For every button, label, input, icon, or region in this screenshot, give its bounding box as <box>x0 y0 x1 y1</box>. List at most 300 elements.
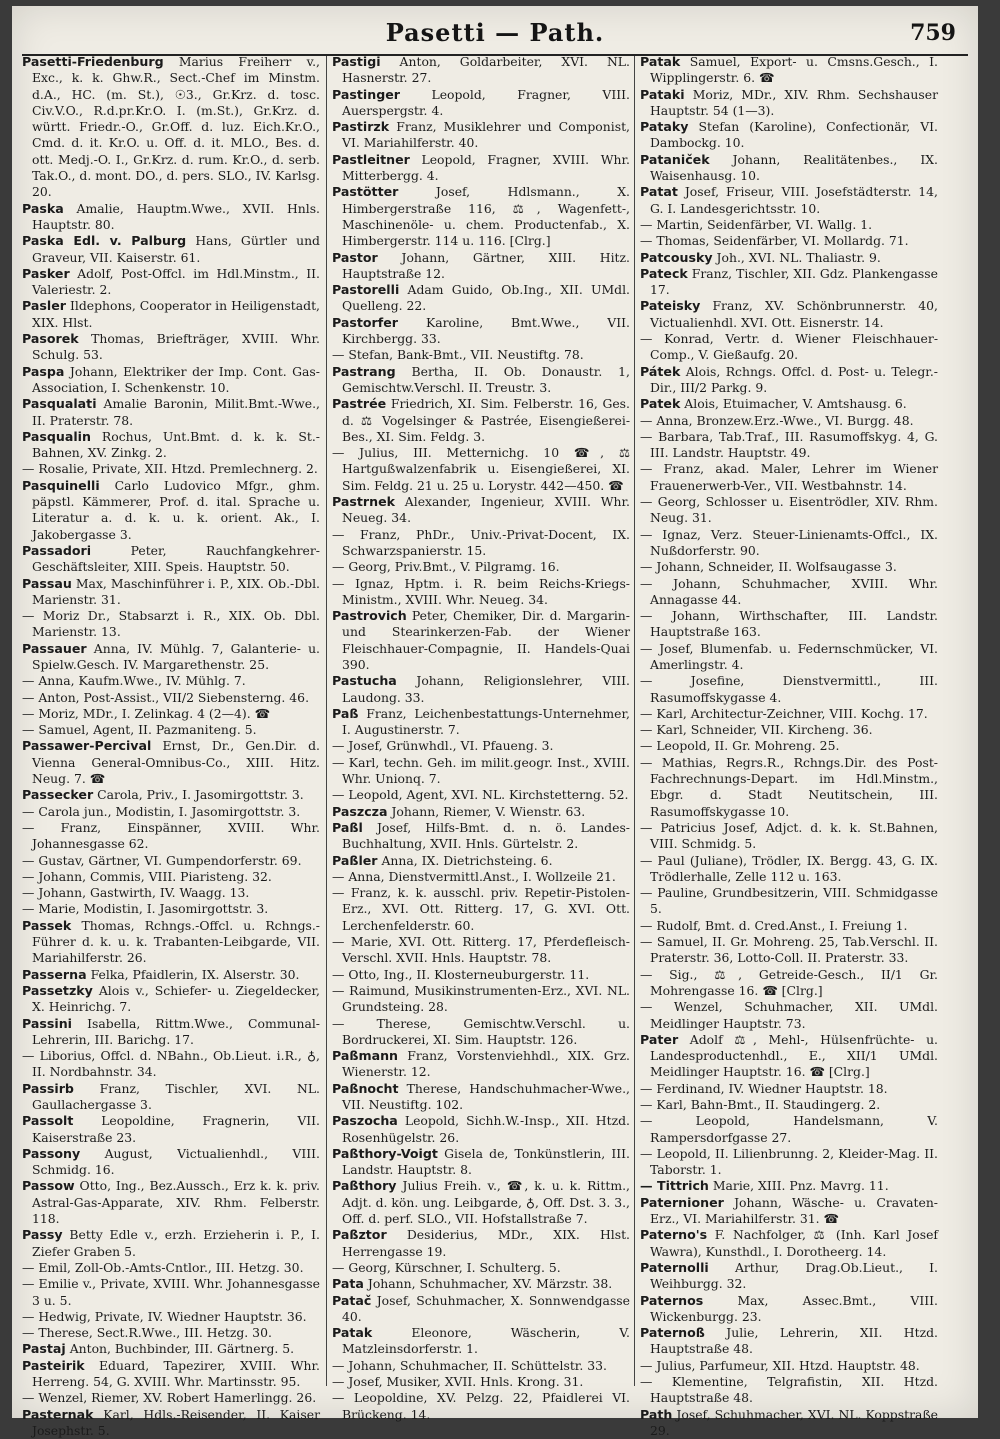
directory-entry <box>22 706 320 722</box>
entry-details: — Leopold, Agent, XVI. NL. Kirchstetterng. 52. <box>332 787 629 803</box>
entry-surname: Paszocha <box>332 1113 398 1129</box>
entry-surname: Patcousky <box>640 249 713 265</box>
directory-entry <box>640 527 938 560</box>
directory-entry <box>640 853 938 886</box>
entry-details: Franz, Musiklehrer und Componist, VI. Mariahilferstr. 40. <box>342 119 630 151</box>
entry-details: — Samuel, II. Gr. Mohreng. 25, Tab.Verschl. II. Praterstr. 36, Lotto-Coll. II. Praterstr. 33. <box>640 934 938 966</box>
entry-surname: Pasqualin <box>22 428 91 444</box>
directory-entry <box>640 918 938 934</box>
entry-details: Alexander, Ingenieur, XVIII. Whr. Neueg. 34. <box>342 494 630 526</box>
column-divider <box>326 56 327 1386</box>
entry-surname: Pateck <box>640 265 688 281</box>
directory-entry <box>332 364 630 397</box>
entry-details: — Ignaz, Hptm. i. R. beim Reichs-Kriegs-Ministm., XVIII. Whr. Neueg. 34. <box>332 575 630 607</box>
entry-details: — Johann, Schuhmacher, II. Schüttelstr. 33. <box>332 1357 607 1373</box>
entry-details: Leopold, Fragner, XVIII. Whr. Mitterbergg. 4. <box>342 151 630 184</box>
entry-details: Gisela de, Tonkünstlerin, III. Landstr. Hauptstr. 8. <box>342 1145 630 1178</box>
entry-details: — Leopold, II. Lilienbrunng. 2, Kleider-Mag. II. Taborstr. 1. <box>640 1145 938 1178</box>
entry-surname: Paßztor <box>332 1227 387 1243</box>
entry-details: Franz, Vorstenviehhdl., XIX. Grz. Wienerstr. 12. <box>342 1048 630 1080</box>
entry-details: Johann, Riemer, V. Wienstr. 63. <box>391 803 586 819</box>
directory-entry <box>332 869 630 885</box>
directory-entry <box>332 250 630 283</box>
entry-surname: Paßler <box>332 852 378 868</box>
entry-details: Franz, Leichenbestattungs-Unternehmer, I. Augustinerstr. 7. <box>342 705 630 738</box>
directory-entry <box>22 233 320 266</box>
directory-entry <box>332 119 630 152</box>
directory-entry <box>332 1293 630 1326</box>
entry-details: Rochus, Unt.Bmt. d. k. k. St.-Bahnen, XV. Zinkg. 2. <box>32 428 320 461</box>
entry-details: — Franz, Einspänner, XVIII. Whr. Johannesgasse 62. <box>22 819 320 852</box>
entry-details: Franz, XV. Schönbrunnerstr. 40, Victualienhdl. XVI. Ott. Eisnerstr. 14. <box>650 298 938 330</box>
entry-details: — Anna, Dienstvermittl.Anst., I. Wollzeile 21. <box>332 868 616 884</box>
directory-entry <box>22 396 320 429</box>
entry-details: — Therese, Gemischtw.Verschl. u. Bordruckerei, XI. Sim. Hauptstr. 126. <box>332 1015 630 1047</box>
directory-entry <box>640 934 938 967</box>
entry-details: Ernst, Dr., Gen.Dir. d. Vienna General-Omnibus-Co., XIII. Hitz. Neug. 7. ☎ <box>32 738 320 787</box>
entry-surname: Pasternak <box>22 1406 94 1422</box>
entry-details: — Franz, akad. Maler, Lehrer im Wiener Frauenerwerb-Ver., VII. Westbahnstr. 14. <box>640 461 938 493</box>
entry-surname: Paßthory-Voigt <box>332 1145 438 1161</box>
entry-details: Isabella, Rittm.Wwe., Communal-Lehrerin, III. Barichg. 17. <box>32 1015 320 1047</box>
directory-entry <box>640 885 938 918</box>
entry-details: — Hedwig, Private, IV. Wiedner Hauptstr. 36. <box>22 1308 307 1324</box>
directory-entry <box>22 1325 320 1341</box>
directory-entry <box>640 999 938 1032</box>
entry-details: Stefan (Karoline), Confectionär, VI. Dambockg. 10. <box>650 119 938 151</box>
directory-entry <box>22 853 320 869</box>
entry-details: — Wenzel, Riemer, XV. Robert Hamerlingg. 26. <box>22 1390 317 1406</box>
entry-surname: Pastleitner <box>332 151 410 167</box>
entry-details: — Johann, Schneider, II. Wolfsaugasse 3. <box>640 559 897 575</box>
entry-surname: Paska Edl. v. Palburg <box>22 233 187 249</box>
entry-details: — Sig., ⚖, Getreide-Gesch., II/1 Gr. Mohrengasse 16. ☎ [Clrg.] <box>640 966 938 998</box>
entry-surname: Pataniček <box>640 151 710 167</box>
directory-entry <box>640 1260 938 1293</box>
entry-details: Peter, Rauchfangkehrer-Geschäftsleiter, XIII. Speis. Hauptstr. 50. <box>32 542 320 575</box>
directory-entry <box>332 445 630 494</box>
directory-entry <box>640 494 938 527</box>
entry-details: — Leopold, II. Gr. Mohreng. 25. <box>640 738 840 754</box>
directory-entry <box>640 233 938 249</box>
directory-entry <box>22 1358 320 1391</box>
entry-surname: Passauer <box>22 640 87 656</box>
directory-entry <box>640 1113 938 1146</box>
entry-details: Johann, Religionslehrer, VIII. Laudong. 33. <box>342 673 630 705</box>
entry-details: Adolf ⚖, Mehl-, Hülsenfrüchte- u. Landesproductenhdl., E., XII/1 UMdl. Meidlinger Hauptstr. 16. ☎ [Clrg.] <box>650 1031 938 1080</box>
entry-details: — Therese, Sect.R.Wwe., III. Hetzg. 30. <box>22 1325 272 1341</box>
entry-details: — Konrad, Vertr. d. Wiener Fleischhauer-Comp., V. Gießaufg. 20. <box>640 331 938 363</box>
entry-details: — Gustav, Gärtner, VI. Gumpendorferstr. 69. <box>22 852 302 868</box>
entry-details: Leopold, Fragner, VIII. Auerspergstr. 4. <box>342 86 630 118</box>
entry-surname: Pasorek <box>22 331 79 347</box>
entry-details: — Karl, techn. Geh. im milit.geogr. Inst., XVIII. Whr. Unionq. 7. <box>332 754 630 787</box>
directory-entry <box>332 576 630 609</box>
entry-details: Eduard, Tapezirer, XVIII. Whr. Herreng. 54, G. XVIII. Whr. Martinsstr. 95. <box>32 1357 320 1390</box>
entry-surname: Pasquinelli <box>22 477 100 493</box>
directory-entry <box>640 364 938 397</box>
entry-surname: Passirb <box>22 1080 74 1096</box>
entry-surname: Pastrée <box>332 396 387 412</box>
directory-entry <box>332 1260 630 1276</box>
entry-surname: Paspa <box>22 363 65 379</box>
entry-details: Josef, Friseur, VIII. Josefstädterstr. 14, G. I. Landesgerichtsstr. 10. <box>650 184 938 216</box>
directory-entry <box>332 885 630 934</box>
entry-details: Alois v., Schiefer- u. Ziegeldecker, X. Heinrichg. 7. <box>32 982 320 1015</box>
entry-details: Karl, Hdls.-Reisender, II. Kaiser Josephstr. 5. <box>32 1406 320 1438</box>
directory-entry <box>22 576 320 609</box>
entry-details: Desiderius, MDr., XIX. Hlst. Herrengasse 19. <box>342 1227 630 1259</box>
directory-page <box>12 6 978 1438</box>
entry-surname: Patak <box>332 1325 373 1341</box>
entry-surname: Pastor <box>332 249 378 265</box>
directory-entry <box>22 673 320 689</box>
entry-details: — Liborius, Offcl. d. NBahn., Ob.Lieut. i.R., ♁, II. Nordbahnstr. 34. <box>22 1048 320 1080</box>
directory-entry <box>332 787 630 803</box>
entry-details: Josef, Schuhmacher, X. Sonnwendgasse 40. <box>342 1292 630 1324</box>
entry-details: Amalie, Hauptm.Wwe., XVII. Hnls. Hauptstr. 80. <box>32 200 320 232</box>
directory-entry <box>332 1048 630 1081</box>
directory-entry <box>332 755 630 788</box>
entry-surname: Paszcza <box>332 803 388 819</box>
entry-details: — Julius, III. Metternichg. 10 ☎, ⚖ Hartgußwalzenfabrik u. Eisengießerei, XI. Sim. Feldg. 21 u. 25 u. Lorystr. 442—450. ☎ <box>332 445 630 493</box>
directory-entry <box>22 461 320 477</box>
column-3 <box>640 54 938 1438</box>
directory-entry <box>640 820 938 853</box>
directory-entry <box>22 1016 320 1049</box>
entry-details: — Josef, Grünwhdl., VI. Pfaueng. 3. <box>332 738 554 754</box>
entry-surname: Paterno's <box>640 1227 708 1243</box>
directory-entry <box>22 1407 320 1439</box>
directory-entry <box>22 608 320 641</box>
entry-details: F. Nachfolger, ⚖ (Inh. Karl Josef Wawra), Kunsthdl., I. Dorotheerg. 14. <box>650 1227 938 1259</box>
directory-entry <box>22 429 320 462</box>
entry-details: — Johann, Schuhmacher, XVIII. Whr. Annagasse 44. <box>640 575 938 607</box>
directory-entry <box>332 1390 630 1423</box>
entry-surname: Pasetti-Friedenburg <box>22 54 164 69</box>
directory-entry <box>332 527 630 560</box>
entry-details: — Samuel, Agent, II. Pazmaniteng. 5. <box>22 722 257 738</box>
directory-entry <box>22 901 320 917</box>
entry-surname: Pasler <box>22 298 66 314</box>
entry-details: Franz, Tischler, XII. Gdz. Plankengasse 17. <box>650 265 938 298</box>
entry-details: Friedrich, XI. Sim. Felberstr. 16, Ges. d. ⚖ Vogelsinger & Pastrée, Eisengießerei-Bes., XI. Sim. Feldg. 3. <box>342 396 630 444</box>
directory-entry <box>332 983 630 1016</box>
directory-entry <box>332 804 630 820</box>
entry-surname: Patek <box>640 396 681 412</box>
entry-details: — Raimund, Musikinstrumenten-Erz., XVI. NL. Grundsteing. 28. <box>332 982 630 1015</box>
entry-details: Carlo Ludovico Mfgr., ghm. päpstl. Kämmerer, Prof. d. ital. Sprache u. Literatur a. d. k. u. k. orient. Ak., I. Jakobergasse 3. <box>32 477 320 542</box>
directory-entry <box>332 54 630 87</box>
directory-entry <box>22 1341 320 1357</box>
directory-entry <box>640 967 938 1000</box>
entry-surname: Passau <box>22 575 72 591</box>
directory-entry <box>640 641 938 674</box>
directory-entry <box>22 885 320 901</box>
page-header <box>12 12 978 56</box>
entry-details: Otto, Ing., Bez.Aussch., Erz k. k. priv. Astral-Gas-Apparate, XIV. Rhm. Felberstr. 118. <box>32 1178 320 1227</box>
directory-entry <box>640 1081 938 1097</box>
entry-details: — Patricius Josef, Adjct. d. k. k. St.Bahnen, VIII. Schmidg. 5. <box>640 819 938 852</box>
entry-details: — Thomas, Seidenfärber, VI. Mollardg. 71. <box>640 233 909 249</box>
directory-entry <box>22 1276 320 1309</box>
entry-surname: Paska <box>22 200 64 216</box>
directory-entry <box>22 1227 320 1260</box>
entry-details: Julius Freih. v., ☎, k. u. k. Rittm., Adjt. d. kön. ung. Leibgarde, ♁, Off. Dst. 3. 3., Off. d. perf. SLO., VII. Hofstallstraße 7. <box>342 1178 630 1227</box>
entry-surname: Pastötter <box>332 184 399 200</box>
directory-entry <box>22 804 320 820</box>
directory-entry <box>332 738 630 754</box>
directory-entry <box>640 54 938 87</box>
entry-surname: Path <box>640 1406 673 1422</box>
directory-entry <box>332 282 630 315</box>
directory-entry <box>22 54 320 201</box>
directory-entry <box>640 673 938 706</box>
entry-details: — Georg, Schlosser u. Eisentrödler, XIV. Rhm. Neug. 31. <box>640 494 938 526</box>
entry-details: Amalie Baronin, Milit.Bmt.-Wwe., II. Praterstr. 78. <box>32 396 320 428</box>
entry-details: — Leopoldine, XV. Pelzg. 22, Pfaidlerei VI. Brückeng. 14. <box>332 1390 630 1422</box>
directory-entry <box>22 722 320 738</box>
entry-surname: Patak <box>640 54 681 69</box>
entry-details: Betty Edle v., erzh. Erzieherin i. P., I. Ziefer Graben 5. <box>32 1227 320 1259</box>
entry-details: Alois, Rchngs. Offcl. d. Post- u. Telegr.-Dir., III/2 Parkg. 9. <box>650 363 938 395</box>
entry-details: — Otto, Ing., II. Klosterneuburgerstr. 11. <box>332 966 590 982</box>
entry-details: Johann, Wäsche- u. Cravaten-Erz., VI. Mariahilferstr. 31. ☎ <box>650 1194 938 1227</box>
entry-surname: Paßmann <box>332 1048 399 1064</box>
directory-entry <box>22 641 320 674</box>
page-number: 759 <box>910 20 956 46</box>
directory-entry <box>332 608 630 673</box>
directory-entry <box>640 755 938 820</box>
column-2 <box>332 54 630 1422</box>
entry-surname: Passini <box>22 1015 72 1031</box>
directory-entry <box>640 298 938 331</box>
entry-surname: Passecker <box>22 787 94 803</box>
entry-details: Max, Maschinführer i. P., XIX. Ob.-Dbl. Marienstr. 31. <box>32 575 320 607</box>
directory-entry <box>332 934 630 967</box>
directory-entry <box>332 1325 630 1358</box>
directory-entry <box>640 184 938 217</box>
entry-surname: Pastrovich <box>332 608 407 624</box>
entry-details: Therese, Handschuhmacher-Wwe., VII. Neustiftg. 102. <box>342 1080 630 1112</box>
directory-entry <box>22 869 320 885</box>
directory-entry <box>640 1178 938 1194</box>
directory-entry <box>640 1293 938 1326</box>
entry-details: Thomas, Briefträger, XVIII. Whr. Schulg. 53. <box>32 331 320 363</box>
entry-details: Johann, Gärtner, XIII. Hitz. Hauptstraße 12. <box>342 249 630 281</box>
directory-entry <box>640 706 938 722</box>
directory-entry <box>332 494 630 527</box>
entry-surname: Patač <box>332 1292 372 1308</box>
directory-entry <box>640 608 938 641</box>
entry-surname: Passetzky <box>22 982 93 998</box>
entry-details: Felka, Pfaidlerin, IX. Alserstr. 30. <box>90 966 300 982</box>
entry-details: Adolf, Post-Offcl. im Hdl.Minstm., II. Valeriestr. 2. <box>32 265 320 298</box>
entry-details: — Josef, Musiker, XVII. Hnls. Krong. 31. <box>332 1374 584 1390</box>
directory-entry <box>640 331 938 364</box>
entry-surname: Paternoß <box>640 1325 705 1341</box>
directory-entry <box>332 396 630 445</box>
directory-entry <box>22 983 320 1016</box>
directory-entry <box>640 722 938 738</box>
entry-details: — Karl, Schneider, VII. Kircheng. 36. <box>640 722 873 738</box>
entry-surname: Patat <box>640 184 678 200</box>
directory-entry <box>640 1407 938 1439</box>
entry-details: Johann, Realitätenbes., IX. Waisenhausg. 10. <box>650 151 938 184</box>
entry-surname: Paßl <box>332 819 363 835</box>
directory-entry <box>22 478 320 543</box>
directory-entry <box>332 184 630 249</box>
directory-entry <box>640 1374 938 1407</box>
entry-details: Leopold, Sichh.W.-Insp., XII. Htzd. Rosenhügelstr. 26. <box>342 1113 630 1145</box>
entry-surname: Pataki <box>640 86 685 102</box>
directory-entry <box>640 1227 938 1260</box>
entry-details: Leopoldine, Fragnerin, VII. Kaiserstraße 23. <box>32 1113 320 1145</box>
directory-entry <box>22 820 320 853</box>
entry-surname: — Tittrich <box>640 1178 709 1194</box>
entry-details: — Stefan, Bank-Bmt., VII. Neustiftg. 78. <box>332 347 584 363</box>
entry-details: — Karl, Bahn-Bmt., II. Staudingerg. 2. <box>640 1097 881 1112</box>
entry-details: — Georg, Kürschner, I. Schulterg. 5. <box>332 1259 561 1275</box>
entry-details: — Paul (Juliane), Trödler, IX. Bergg. 43, G. IX. Trödlerhalle, Zelle 112 u. 163. <box>640 852 938 884</box>
entry-surname: Paternioner <box>640 1194 724 1210</box>
entry-details: — Rudolf, Bmt. d. Cred.Anst., I. Freiung 1. <box>640 917 908 933</box>
entry-details: Bertha, II. Ob. Donaustr. 1, Gemischtw.Verschl. II. Treustr. 3. <box>342 363 630 395</box>
directory-entry <box>22 738 320 787</box>
entry-surname: Pasker <box>22 265 70 281</box>
entry-details: — Karl, Architectur-Zeichner, VIII. Kochg. 17. <box>640 705 928 721</box>
directory-entry <box>332 1276 630 1292</box>
entry-surname: Pataky <box>640 119 689 135</box>
entry-surname: Pastorelli <box>332 282 400 298</box>
entry-details: Carola, Priv., I. Jasomirgottstr. 3. <box>97 787 304 803</box>
directory-entry <box>332 1016 630 1049</box>
entry-details: — Wenzel, Schuhmacher, XII. UMdl. Meidlinger Hauptstr. 73. <box>640 999 938 1031</box>
directory-entry <box>640 559 938 575</box>
directory-entry <box>640 119 938 152</box>
entry-details: — Emil, Zoll-Ob.-Amts-Cntlor., III. Hetzg. 30. <box>22 1259 304 1275</box>
entry-surname: Pater <box>640 1031 679 1047</box>
entry-surname: Passy <box>22 1227 63 1243</box>
entry-details: — Josefine, Dienstvermittl., III. Rasumoffskygasse 4. <box>640 673 938 705</box>
directory-entry <box>640 250 938 266</box>
directory-entry <box>640 87 938 120</box>
entry-details: — Barbara, Tab.Traf., III. Rasumoffskyg. 4, G. III. Landstr. Hauptstr. 49. <box>640 428 938 461</box>
directory-entry <box>22 1309 320 1325</box>
directory-entry <box>640 266 938 299</box>
directory-entry <box>22 364 320 397</box>
entry-details: — Anna, Bronzew.Erz.-Wwe., VI. Burgg. 48. <box>640 412 914 428</box>
directory-entry <box>22 967 320 983</box>
directory-entry <box>640 1325 938 1358</box>
entry-surname: Pata <box>332 1276 364 1292</box>
entry-surname: Paßnocht <box>332 1080 399 1096</box>
entry-details: — Emilie v., Private, XVIII. Whr. Johannesgasse 3 u. 5. <box>22 1276 320 1308</box>
entry-surname: Pasqualati <box>22 396 97 412</box>
entry-details: Samuel, Export- u. Cmsns.Gesch., I. Wipplingerstr. 6. ☎ <box>650 54 938 86</box>
directory-entry <box>22 1146 320 1179</box>
column-divider <box>634 56 635 1386</box>
directory-entry <box>332 967 630 983</box>
entry-details: — Mathias, Regrs.R., Rchngs.Dir. des Post-Fachrechnungs-Depart. im Hdl.Minstm., Ebgr. d. Stadt Neutitschein, III. Rasumoffskygasse 10. <box>640 754 938 819</box>
entry-surname: Passek <box>22 917 72 933</box>
entry-details: — Ferdinand, IV. Wiedner Hauptstr. 18. <box>640 1080 888 1096</box>
directory-entry <box>640 738 938 754</box>
entry-surname: Pastigi <box>332 54 381 69</box>
directory-entry <box>22 1081 320 1114</box>
entry-surname: Pastrang <box>332 363 396 379</box>
entry-details: — Leopold, Handelsmann, V. Rampersdorfgasse 27. <box>640 1113 938 1145</box>
entry-details: Thomas, Rchngs.-Offcl. u. Rchngs.-Führer d. k. u. k. Trabanten-Leibgarde, VII. Mariahilferstr. 26. <box>32 917 320 966</box>
entry-details: — Moriz Dr., Stabsarzt i. R., XIX. Ob. Dbl. Marienstr. 13. <box>22 608 320 640</box>
directory-entry <box>22 1178 320 1227</box>
entry-surname: Pateisky <box>640 298 701 314</box>
directory-entry <box>332 1146 630 1179</box>
entry-details: Anton, Goldarbeiter, XVI. NL. Hasnerstr. 27. <box>342 54 630 86</box>
entry-details: — Franz, k. k. ausschl. priv. Repetir-Pistolen-Erz., XVI. Ott. Ritterg. 17, G. XVI. Ott. Lerchenfelderstr. 60. <box>332 885 630 933</box>
directory-entry <box>332 1227 630 1260</box>
entry-details: Marius Freiherr v., Exc., k. k. Ghw.R., Sect.-Chef im Minstm. d.A., HC. (m. St.), ☉3., Gr.Krz. d. tosc. Civ.V.O., R.d.pr.Kr.O. I. (m.St.), Gr.Krz. d. württ. Friedr.-O., Gr.Off. d. luz. Eich.Kr.O., Cmd. d. it. Kr.O. u. Off. d. it. MLO., Bes. d. ott. Medj.-O. I., Gr.Krz. d. rum. Kr.O., d. serb. Tak.O., d. mont. DO., d. pers. SLO., IV. Karlsg. 20. <box>32 54 320 200</box>
entry-details: Moriz, MDr., XIV. Rhm. Sechshauser Hauptstr. 54 (1—3). <box>650 86 938 118</box>
directory-entry <box>22 543 320 576</box>
entry-details: — Georg, Priv.Bmt., V. Pilgramg. 16. <box>332 559 560 575</box>
entry-details: Julie, Lehrerin, XII. Htzd. Hauptstraße 48. <box>650 1325 938 1357</box>
directory-entry <box>332 673 630 706</box>
entry-surname: Passadori <box>22 542 92 558</box>
entry-details: — Marie, XVI. Ott. Ritterg. 17, Pferdefleisch-Verschl. XVII. Hnls. Hauptstr. 78. <box>332 934 630 966</box>
entry-details: — Anton, Post-Assist., VII/2 Siebensterng. 46. <box>22 689 310 705</box>
entry-surname: Passawer-Percival <box>22 738 152 754</box>
entry-details: Max, Assec.Bmt., VIII. Wickenburgg. 23. <box>650 1292 938 1324</box>
entry-surname: Paternolli <box>640 1259 709 1275</box>
entry-surname: Paternos <box>640 1292 704 1308</box>
entry-details: Hans, Gürtler und Graveur, VII. Kaiserstr. 61. <box>32 233 320 265</box>
entry-details: — Johann, Commis, VIII. Piaristeng. 32. <box>22 868 272 884</box>
directory-entry <box>332 1374 630 1390</box>
entry-details: — Julius, Parfumeur, XII. Htzd. Hauptstr. 48. <box>640 1357 920 1373</box>
directory-entry <box>640 217 938 233</box>
directory-entry <box>22 1048 320 1081</box>
entry-details: Marie, XIII. Pnz. Mavrg. 11. <box>712 1178 889 1194</box>
directory-entry <box>22 690 320 706</box>
entry-details: Anton, Buchbinder, III. Gärtnerg. 5. <box>69 1341 295 1357</box>
directory-entry <box>332 706 630 739</box>
entry-details: Josef, Hdlsmann., X. Himbergerstraße 116, ⚖, Wagenfett-, Maschinenöle- u. chem. Productenfab., X. Himbergerstr. 114 u. 116. [Clrg.] <box>342 184 630 249</box>
directory-entry <box>332 347 630 363</box>
entry-details: Johann, Elektriker der Imp. Cont. Gas-Association, I. Schenkenstr. 10. <box>32 363 320 395</box>
entry-details: — Klementine, Telgrafistin, XII. Htzd. Hauptstraße 48. <box>640 1374 938 1406</box>
directory-entry <box>22 201 320 234</box>
entry-details: Josef, Hilfs-Bmt. d. n. ö. Landes-Buchhaltung, XVII. Hnls. Gürtelstr. 2. <box>342 819 630 852</box>
directory-entry <box>332 315 630 348</box>
entry-details: — Moriz, MDr., I. Zelinkag. 4 (2—4). ☎ <box>22 705 271 721</box>
entry-surname: Paßthory <box>332 1178 397 1194</box>
directory-entry <box>332 87 630 120</box>
directory-entry <box>640 413 938 429</box>
entry-details: — Johann, Gastwirth, IV. Waagg. 13. <box>22 885 250 901</box>
directory-entry <box>640 576 938 609</box>
entry-surname: Pátek <box>640 363 681 379</box>
entry-details: Peter, Chemiker, Dir. d. Margarin- und Stearinkerzen-Fab. der Wiener Fleischhauer-Compagnie, II. Handels-Quai 390. <box>342 608 630 672</box>
directory-entry <box>332 820 630 853</box>
entry-details: — Anna, Kaufm.Wwe., IV. Mühlg. 7. <box>22 673 246 689</box>
entry-details: Alois, Etuimacher, V. Amtshausg. 6. <box>684 396 907 412</box>
entry-details: Eleonore, Wäscherin, V. Matzleinsdorferstr. 1. <box>342 1325 630 1357</box>
entry-details: Josef, Schuhmacher, XVI. NL. Koppstraße 29. <box>650 1406 938 1438</box>
directory-entry <box>640 396 938 412</box>
directory-entry <box>22 918 320 967</box>
entry-details: — Johann, Wirthschafter, III. Landstr. Hauptstraße 163. <box>640 608 938 640</box>
